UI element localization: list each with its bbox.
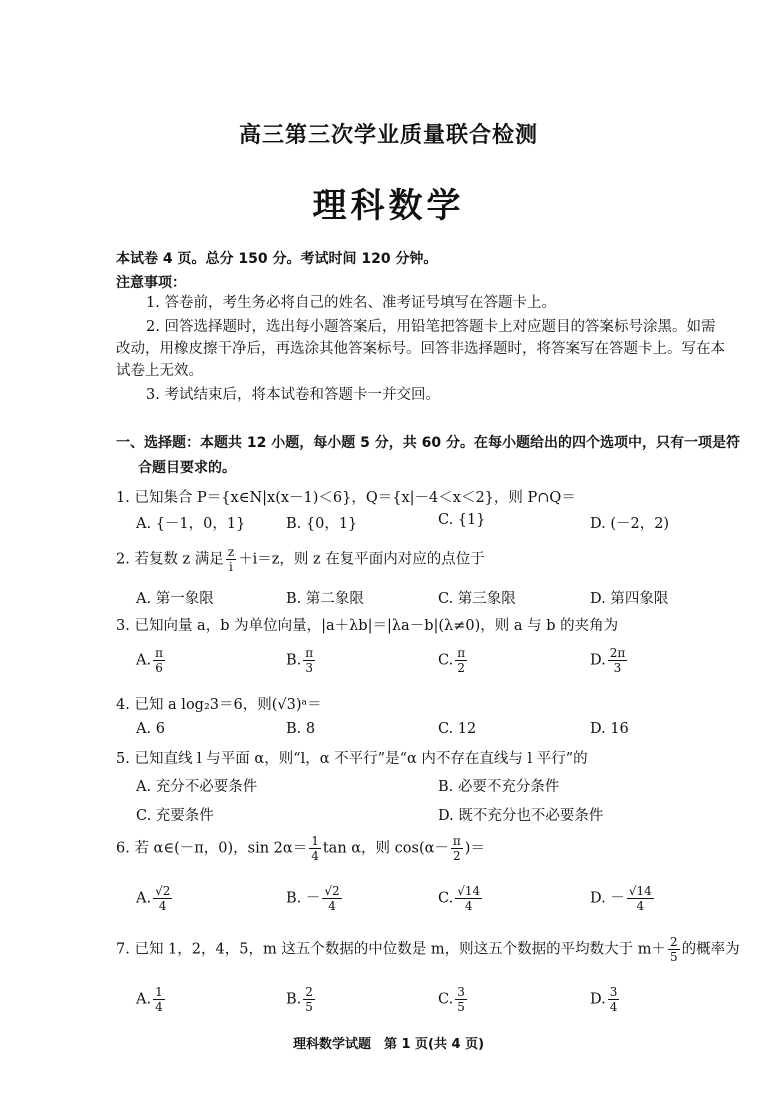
q6-c-num: √14	[457, 884, 481, 898]
q6-stem-post: )＝	[464, 840, 485, 857]
q6-b-label: B. －	[286, 890, 321, 907]
q3-option-c	[438, 646, 469, 675]
question-2	[116, 545, 485, 574]
q6-frac1-den: 4	[311, 849, 319, 863]
q3-option-a	[136, 646, 167, 675]
q7-a-den: 4	[155, 1000, 163, 1014]
q7-option-d	[590, 985, 621, 1014]
q7-stem-post: 的概率为	[681, 941, 740, 958]
q6-b-den: 4	[328, 899, 336, 913]
q6-frac2-num: π	[452, 834, 461, 848]
q5-option-a: A. 充分不必要条件	[136, 779, 258, 795]
q2-frac-num: z	[227, 545, 235, 559]
q7-fraction	[668, 935, 680, 964]
q3-b-fraction	[303, 646, 315, 675]
q6-option-a	[136, 884, 174, 913]
exam-title: 理科数学	[312, 186, 465, 226]
q2-frac-den: i	[229, 560, 233, 574]
q3-d-num: 2π	[609, 646, 626, 660]
q5-option-d: D. 既不充分也不必要条件	[438, 808, 604, 824]
q6-a-den: 4	[158, 899, 167, 913]
q2-option-a: A. 第一象限	[136, 591, 214, 607]
q6-a-num: √2	[155, 884, 171, 898]
q7-c-fraction	[455, 985, 467, 1014]
q6-d-den: 4	[636, 899, 645, 913]
note-item-2-end: 试卷上无效。	[116, 363, 203, 379]
q6-b-fraction	[322, 884, 341, 913]
q2-option-b: B. 第二象限	[286, 591, 364, 607]
q7-a-fraction	[153, 985, 165, 1014]
q6-d-label: D. －	[590, 890, 625, 907]
exam-subtitle: 高三第三次学业质量联合检测	[238, 123, 538, 148]
q6-a-label: A.	[136, 890, 152, 907]
note-item-1: 1. 答卷前，考生务必将自己的姓名、准考证号填写在答题卡上。	[146, 295, 556, 311]
q6-c-label: C.	[438, 890, 454, 907]
q6-c-fraction	[455, 884, 482, 913]
question-1: 1. 已知集合 P＝{x∈N|x(x－1)＜6}，Q＝{x|－4＜x＜2}，则 P∩Q＝	[116, 490, 576, 506]
question-5: 5. 已知直线 l 与平面 α，则“l，α 不平行”是“α 内不存在直线与 l 平行”的	[116, 751, 588, 767]
q7-b-fraction	[303, 985, 315, 1014]
q6-fraction-1	[309, 834, 321, 863]
q2-option-c: C. 第三象限	[438, 591, 516, 607]
q7-d-num: 3	[609, 985, 618, 999]
q6-option-c	[438, 884, 484, 913]
q4-option-d: D. 16	[590, 721, 629, 737]
section-heading-cont: 合题目要求的。	[138, 460, 236, 476]
exam-info: 本试卷 4 页。总分 150 分。考试时间 120 分钟。	[116, 251, 438, 267]
q3-b-num: π	[305, 646, 314, 660]
q1-option-a: A. {－1，0，1}	[136, 516, 246, 532]
q2-stem-pre: 2. 若复数 z 满足	[116, 551, 224, 568]
q7-option-c	[438, 985, 469, 1014]
note-item-2-cont: 改动，用橡皮擦干净后，再选涂其他答案标号。回答非选择题时，将答案写在答题卡上。写在本	[116, 341, 725, 357]
q7-b-num: 2	[305, 985, 313, 999]
q4-option-a: A. 6	[136, 721, 165, 737]
question-6	[116, 834, 485, 863]
question-4: 4. 已知 a log₂3＝6，则(√3)ᵃ＝	[116, 697, 322, 713]
q7-d-fraction	[608, 985, 620, 1014]
q6-b-num: √2	[324, 884, 340, 898]
q6-stem-mid: tan α，则 cos(α－	[322, 840, 449, 857]
q4-option-b: B. 8	[286, 721, 316, 737]
q6-fraction-2	[451, 834, 463, 863]
q1-option-d: D. (－2，2)	[590, 516, 670, 532]
q3-a-fraction	[153, 646, 165, 675]
q6-frac1-num: 1	[311, 834, 319, 848]
q6-stem-pre: 6. 若 α∈(－π，0)，sin 2α＝	[116, 840, 308, 857]
q7-a-num: 1	[155, 985, 163, 999]
q3-d-fraction	[608, 646, 628, 675]
q1-option-c: C. {1}	[438, 512, 486, 528]
q3-b-den: 3	[305, 661, 314, 675]
q6-d-num: √14	[628, 884, 652, 898]
q1-option-b: B. {0，1}	[286, 516, 358, 532]
q7-frac-num: 2	[670, 935, 678, 949]
note-item-2: 2. 回答选择题时，选出每小题答案后，用铅笔把答题卡上对应题目的答案标号涂黑。如需	[146, 319, 716, 335]
q6-frac2-den: 2	[453, 849, 461, 863]
question-3: 3. 已知向量 a，b 为单位向量，|a＋λb|＝|λa－b|(λ≠0)，则 a 与 b 的夹角为	[116, 618, 619, 634]
q3-c-num: π	[457, 646, 466, 660]
q5-option-b: B. 必要不充分条件	[438, 779, 560, 795]
q6-option-b	[286, 884, 344, 913]
q3-c-den: 2	[457, 661, 465, 675]
q2-fraction	[226, 545, 236, 574]
q3-option-d	[590, 646, 629, 675]
q7-frac-den: 5	[670, 950, 678, 964]
q3-c-fraction	[455, 646, 467, 675]
q7-option-a	[136, 985, 167, 1014]
q6-c-den: 4	[464, 899, 473, 913]
q3-c-label: C.	[438, 652, 454, 669]
q2-stem-post: ＋i＝z，则 z 在复平面内对应的点位于	[238, 551, 485, 568]
q6-a-fraction	[153, 884, 172, 913]
q7-stem-pre: 7. 已知 1，2，4，5，m 这五个数据的中位数是 m，则这五个数据的平均数大于 m＋	[116, 941, 667, 958]
q3-d-label: D.	[590, 652, 606, 669]
question-7	[116, 935, 740, 964]
q7-option-b	[286, 985, 317, 1014]
notes-heading: 注意事项：	[116, 275, 186, 291]
q2-option-d: D. 第四象限	[590, 591, 669, 607]
q7-d-label: D.	[590, 991, 606, 1008]
q7-a-label: A.	[136, 991, 152, 1008]
page-footer: 理科数学试题 第 1 页(共 4 页)	[292, 1037, 485, 1052]
q3-b-label: B.	[286, 652, 302, 669]
section-heading: 一、选择题：本题共 12 小题，每小题 5 分，共 60 分。在每小题给出的四个选项中，只有一项是符	[116, 435, 740, 451]
q3-a-label: A.	[136, 652, 152, 669]
q4-option-c: C. 12	[438, 721, 477, 737]
q3-d-den: 3	[613, 661, 622, 675]
q6-d-fraction	[627, 884, 654, 913]
q7-c-label: C.	[438, 991, 454, 1008]
note-item-3: 3. 考试结束后，将本试卷和答题卡一并交回。	[146, 387, 440, 403]
q7-b-label: B.	[286, 991, 302, 1008]
q7-c-den: 5	[457, 1000, 465, 1014]
q7-c-num: 3	[457, 985, 465, 999]
q7-d-den: 4	[609, 1000, 618, 1014]
q3-option-b	[286, 646, 317, 675]
q3-a-den: 6	[155, 661, 163, 675]
q6-option-d	[590, 884, 656, 913]
q5-option-c: C. 充要条件	[136, 808, 214, 824]
q7-b-den: 5	[305, 1000, 313, 1014]
q3-a-num: π	[155, 646, 163, 660]
